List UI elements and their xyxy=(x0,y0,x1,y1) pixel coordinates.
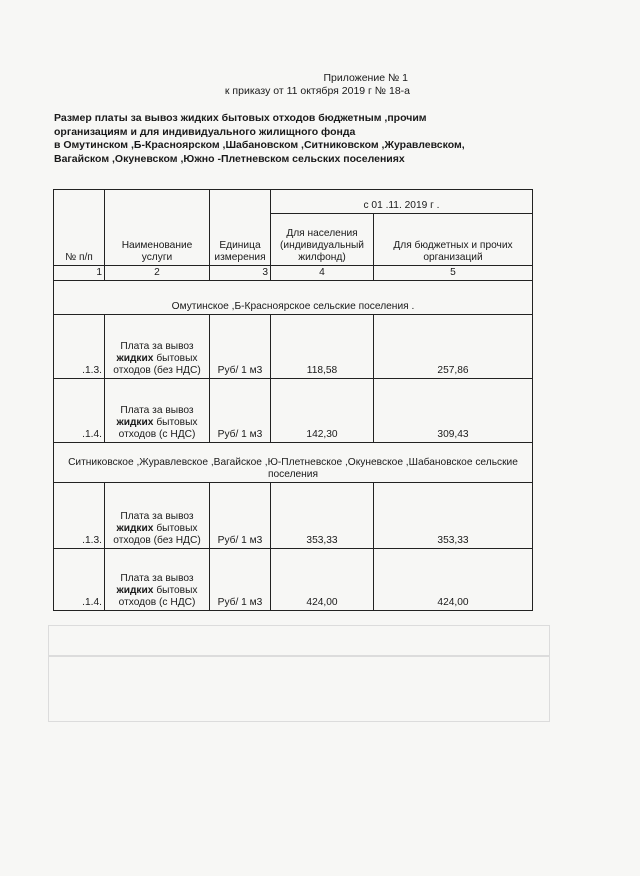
column-number-row xyxy=(54,266,533,281)
table-header-row-1 xyxy=(54,190,533,214)
header-num: № п/п xyxy=(54,190,105,266)
table-row xyxy=(54,483,533,549)
appendix-reference: к приказу от 11 октября 2019 г № 18-а xyxy=(224,85,410,97)
section-title-2: Ситниковское ,Журавлевское ,Вагайское ,Ю-Плетневское ,Окуневское ,Шабановское сельские поселения xyxy=(54,443,533,483)
row-population-price: 142,30 xyxy=(271,379,374,443)
tariff-table xyxy=(53,189,533,611)
row-service: Плата за вывоз жидких бытовых отходов (с НДС) xyxy=(105,379,210,443)
row-num: .1.3. xyxy=(54,315,105,379)
row-num: .1.4. xyxy=(54,379,105,443)
header-unit: Единица измерения xyxy=(210,190,271,266)
table-row xyxy=(54,549,533,611)
row-budget-price: 353,33 xyxy=(374,483,533,549)
col-number-2: 2 xyxy=(105,266,210,281)
bleed-through-line xyxy=(48,655,550,657)
row-service: Плата за вывоз жидких бытовых отходов (без НДС) xyxy=(105,315,210,379)
col-number-3: 3 xyxy=(210,266,271,281)
row-num: .1.3. xyxy=(54,483,105,549)
heading-line-2: организациям и для индивидуального жилищного фонда xyxy=(54,125,356,138)
row-service: Плата за вывоз жидких бытовых отходов (с НДС) xyxy=(105,549,210,611)
heading-line-3: в Омутинском ,Б-Красноярском ,Шабановском ,Ситниковском ,Журавлевском, xyxy=(54,139,465,151)
col-number-4: 4 xyxy=(271,266,374,281)
col-number-1: 1 xyxy=(54,266,105,281)
section-title-1: Омутинское ,Б-Красноярское сельские поселения . xyxy=(54,281,533,315)
row-unit: Руб/ 1 м3 xyxy=(210,379,271,443)
row-unit: Руб/ 1 м3 xyxy=(210,483,271,549)
header-name: Наименование услуги xyxy=(105,190,210,266)
row-population-price: 353,33 xyxy=(271,483,374,549)
row-unit: Руб/ 1 м3 xyxy=(210,315,271,379)
row-budget-price: 257,86 xyxy=(374,315,533,379)
col-number-5: 5 xyxy=(374,266,533,281)
row-service: Плата за вывоз жидких бытовых отходов (без НДС) xyxy=(105,483,210,549)
appendix-header xyxy=(225,72,408,98)
section-row-2 xyxy=(54,443,533,483)
heading-line-1: Размер платы за вывоз жидких бытовых отходов бюджетным ,прочим xyxy=(54,112,427,124)
header-budget: Для бюджетных и прочих организаций xyxy=(374,214,533,266)
header-population: Для населения (индивидуальный жилфонд) xyxy=(271,214,374,266)
section-row-1 xyxy=(54,281,533,315)
heading-line-4: Вагайском ,Окуневском ,Южно -Плетневском сельских поселениях xyxy=(54,152,405,165)
table-row xyxy=(54,315,533,379)
row-unit: Руб/ 1 м3 xyxy=(210,549,271,611)
row-population-price: 424,00 xyxy=(271,549,374,611)
row-population-price: 118,58 xyxy=(271,315,374,379)
appendix-title: Приложение № 1 xyxy=(323,72,408,84)
header-period: с 01 .11. 2019 г . xyxy=(271,190,533,214)
row-num: .1.4. xyxy=(54,549,105,611)
table-row xyxy=(54,379,533,443)
row-budget-price: 424,00 xyxy=(374,549,533,611)
document-heading xyxy=(54,112,494,166)
bleed-through-table xyxy=(48,625,550,722)
row-budget-price: 309,43 xyxy=(374,379,533,443)
